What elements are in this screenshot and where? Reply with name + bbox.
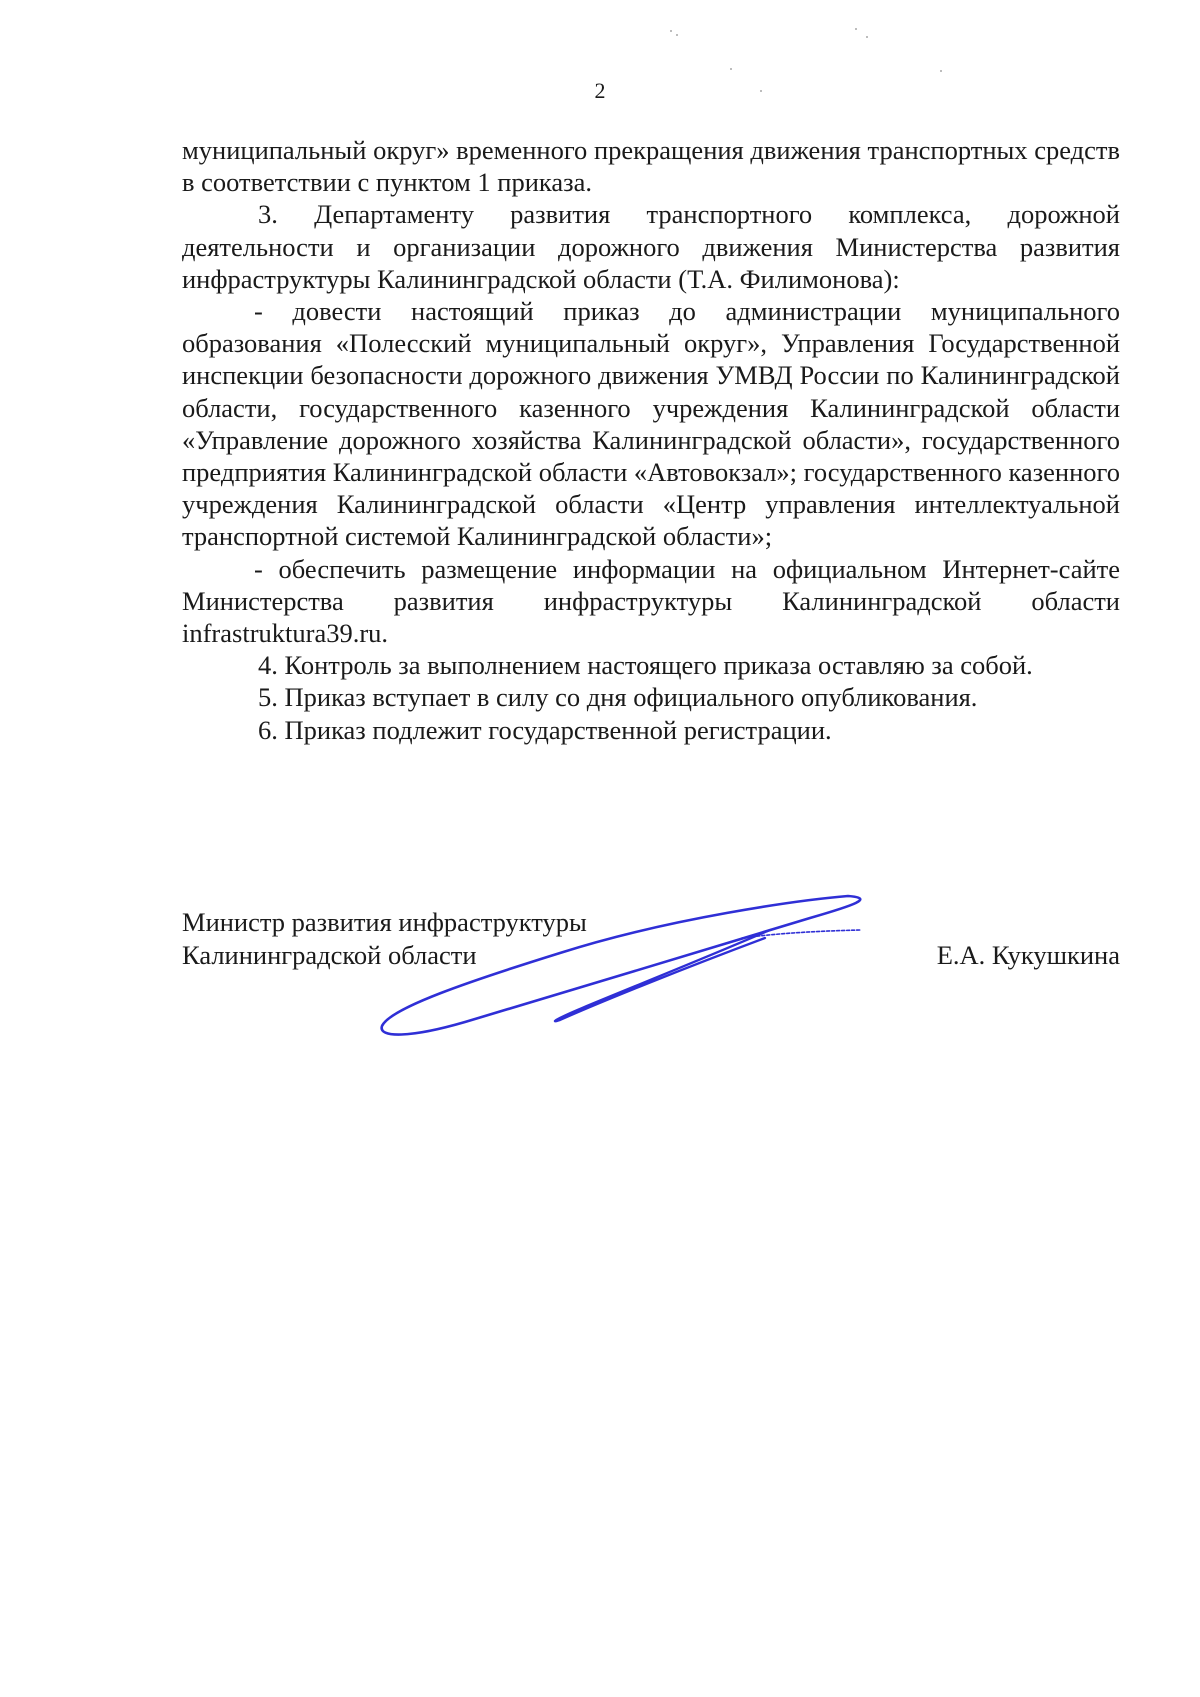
paragraph-item-6: 6. Приказ подлежит государственной регистрации. <box>258 714 832 745</box>
paragraph-item-5: 5. Приказ вступает в силу со дня официального опубликования. <box>258 682 978 713</box>
paragraph-bullet-publish: - обеспечить размещение информации на официальном Интернет-сайте Министерства развития инфраструктуры Калининградской области infrastruktura39.ru. <box>182 553 1120 649</box>
paragraph-item-4: 4. Контроль за выполнением настоящего приказа оставляю за собой. <box>258 650 1033 681</box>
signatory-name: Е.А. Кукушкина <box>936 939 1120 970</box>
signatory-position-line-2: Калининградской области <box>182 939 477 970</box>
paragraph-item-3: 3. Департаменту развития транспортного комплекса, дорожной деятельности и организации дорожного движения Министерства развития инфраструктуры Калининградской области (Т.А. Филимонова): <box>182 199 1120 294</box>
document-body <box>182 134 1120 746</box>
paragraph-bullet-inform: - довести настоящий приказ до администрации муниципального образования «Полесский муниципальный округ», Управления Государственной инспекции безопасности дорожного движения УМВД России по Калининградской области, государственного казенного учреждения Калининградской области «Управление дорожного хозяйства Калининградской области», государственного предприятия Калининградской области «Автовокзал»; государственного казенного учреждения Калининградской области «Центр управления интеллектуальной транспортной системой Калининградской области»; <box>182 296 1120 552</box>
handwritten-signature <box>370 878 930 1043</box>
paragraph-continuation: муниципальный округ» временного прекращения движения транспортных средств в соответствии с пунктом 1 приказа. <box>182 135 1120 198</box>
signature-stroke-loop <box>382 896 861 1035</box>
signatory-position-line-1: Министр развития инфраструктуры <box>182 907 587 937</box>
page-number: 2 <box>594 78 606 103</box>
